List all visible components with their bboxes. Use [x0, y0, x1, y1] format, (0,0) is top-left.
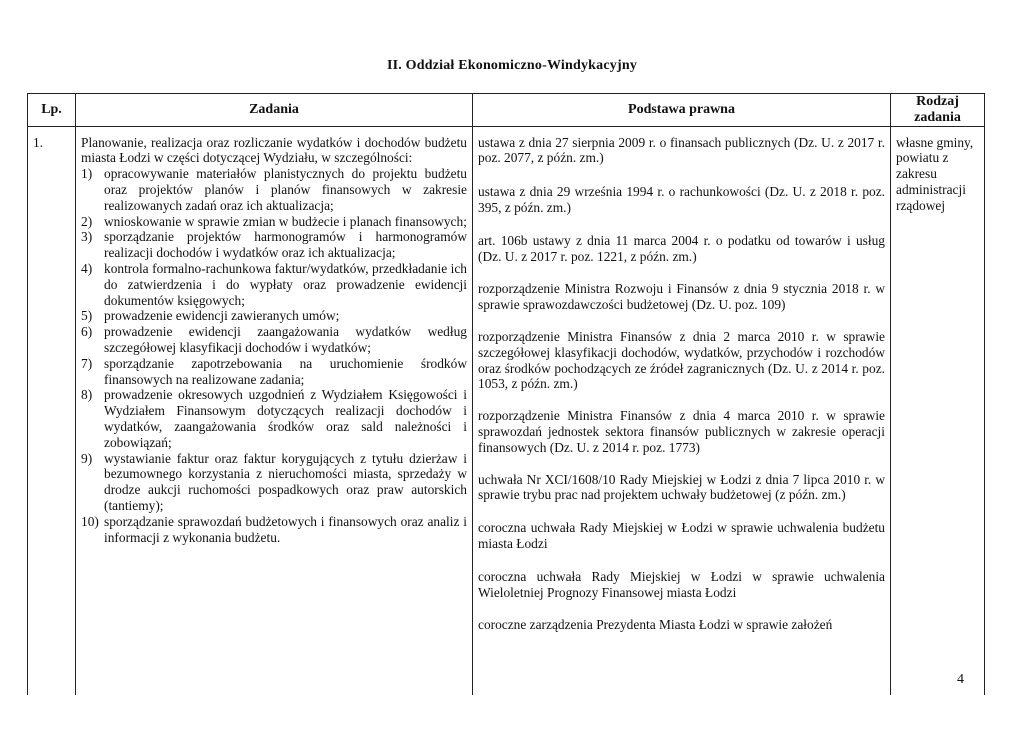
legal-basis-item: ustawa z dnia 29 września 1994 r. o rachunkowości (Dz. U. z 2018 r. poz. 395, z późn. zm.)	[478, 184, 885, 215]
task-text: wystawianie faktur oraz faktur korygujących z tytułu dzierżaw i bezumownego korzystania z nieruchomości miasta, sprzedaży w drodze aukcji ruchomości pospadkowych oraz praw autorskich (tantiemy);	[104, 450, 467, 513]
task-item	[81, 214, 467, 230]
legal-basis-item: coroczne zarządzenia Prezydenta Miasta Łodzi w sprawie założeń	[478, 617, 833, 633]
legal-basis-item: coroczna uchwała Rady Miejskiej w Łodzi w sprawie uchwalenia budżetu miasta Łodzi	[478, 520, 885, 551]
task-text: wnioskowanie w sprawie zmian w budżecie i planach finansowych;	[104, 213, 467, 229]
task-number: 8)	[81, 387, 93, 403]
task-text: sporządzanie projektów harmonogramów i harmonogramów realizacji dochodów i wydatków oraz ich aktualizacja;	[104, 229, 467, 261]
task-item	[81, 387, 467, 450]
task-text: sporządzanie zapotrzebowania na uruchomienie środków finansowych na realizowane zadania;	[104, 355, 467, 387]
task-number: 6)	[81, 324, 93, 340]
task-number: 2)	[81, 213, 93, 229]
legal-basis-cell	[473, 126, 891, 695]
task-intro: Planowanie, realizacja oraz rozliczanie wydatków i dochodów budżetu miasta Łodzi w części dotyczącej Wydziału, w szczególności:	[81, 134, 467, 166]
task-item	[81, 324, 467, 356]
task-item	[81, 229, 467, 261]
task-list	[81, 166, 467, 545]
task-item	[81, 356, 467, 388]
task-number: 1)	[81, 166, 93, 182]
task-type: własne gminy, powiatu z zakresu administracji rządowej	[896, 134, 974, 213]
legal-basis-item: art. 106b ustawy z dnia 11 marca 2004 r. o podatku od towarów i usług (Dz. U. z 2017 r. poz. 1221, z późn. zm.)	[478, 232, 885, 264]
task-number: 7)	[81, 355, 93, 371]
task-text: sporządzanie sprawozdań budżetowych i finansowych oraz analiz i informacji z wykonania budżetu.	[104, 513, 467, 545]
legal-basis-item: rozporządzenie Ministra Finansów z dnia 4 marca 2010 r. w sprawie sprawozdań jednostek sektora finansów publicznych w zakresie operacji finansowych (Dz. U. z 2014 r. poz. 1773)	[478, 408, 885, 455]
task-number: 3)	[81, 229, 93, 245]
legal-basis-item: rozporządzenie Ministra Rozwoju i Finansów z dnia 9 stycznia 2018 r. w sprawie sprawozdawczości budżetowej (Dz. U. poz. 109)	[478, 281, 885, 313]
task-number: 4)	[81, 260, 93, 276]
task-item	[81, 514, 467, 546]
task-text: prowadzenie ewidencji zaangażowania wydatków według szczegółowej klasyfikacji dochodów i wydatków;	[104, 324, 467, 355]
page-number: 4	[957, 672, 964, 687]
task-text: kontrola formalno-rachunkowa faktur/wydatków, przedkładanie ich do zatwierdzenia i do wypłaty oraz prowadzenie ewidencji dokumentów księgowych;	[104, 260, 467, 308]
task-number: 10)	[81, 513, 99, 529]
task-number: 9)	[81, 450, 93, 466]
table-row	[28, 126, 985, 695]
section-title: II. Oddział Ekonomiczno-Windykacyjny	[386, 58, 638, 73]
task-text: prowadzenie ewidencji zawieranych umów;	[104, 308, 340, 324]
legal-basis-item: ustawa z dnia 27 sierpnia 2009 r. o finansach publicznych (Dz. U. z 2017 r. poz. 2077, z późn. zm.)	[478, 134, 885, 166]
tasks-table	[27, 93, 985, 695]
task-number: 5)	[81, 308, 93, 324]
task-item	[81, 261, 467, 308]
task-item	[81, 451, 467, 514]
task-item	[81, 308, 467, 324]
task-text: prowadzenie okresowych uzgodnień z Wydziałem Księgowości i Wydziałem Finansowym dotyczących realizacji dochodów i wydatków, zaangażowania środków oraz sald należności i zobowiązań;	[104, 387, 467, 450]
legal-basis-item: coroczna uchwała Rady Miejskiej w Łodzi w sprawie uchwalenia Wieloletniej Prognozy Finansowej miasta Łodzi	[478, 568, 885, 600]
task-item	[81, 166, 467, 213]
header-task-type: Rodzaj zadania	[891, 94, 985, 127]
header-tasks: Zadania	[76, 94, 473, 127]
header-lp: Lp.	[28, 94, 76, 127]
row-lp: 1.	[28, 126, 76, 695]
legal-basis-item: rozporządzenie Ministra Finansów z dnia 2 marca 2010 r. w sprawie szczegółowej klasyfikacji dochodów, wydatków, przychodów i rozchodów oraz środków pochodzących ze źródeł zagranicznych (Dz. U. z 2014 r. poz. 1053, z późn. zm.)	[478, 328, 885, 392]
task-type-cell	[891, 126, 985, 695]
legal-basis-item: uchwała Nr XCI/1608/10 Rady Miejskiej w Łodzi z dnia 7 lipca 2010 r. w sprawie trybu prac nad projektem uchwały budżetowej (z późn. zm.)	[478, 471, 885, 503]
task-text: opracowywanie materiałów planistycznych do projektu budżetu oraz projektów planów i planów finansowych w zakresie realizowanych zadań oraz ich aktualizacja;	[104, 166, 467, 213]
header-legal-basis: Podstawa prawna	[473, 94, 891, 127]
table-header-row	[28, 94, 985, 127]
tasks-cell	[76, 126, 473, 695]
